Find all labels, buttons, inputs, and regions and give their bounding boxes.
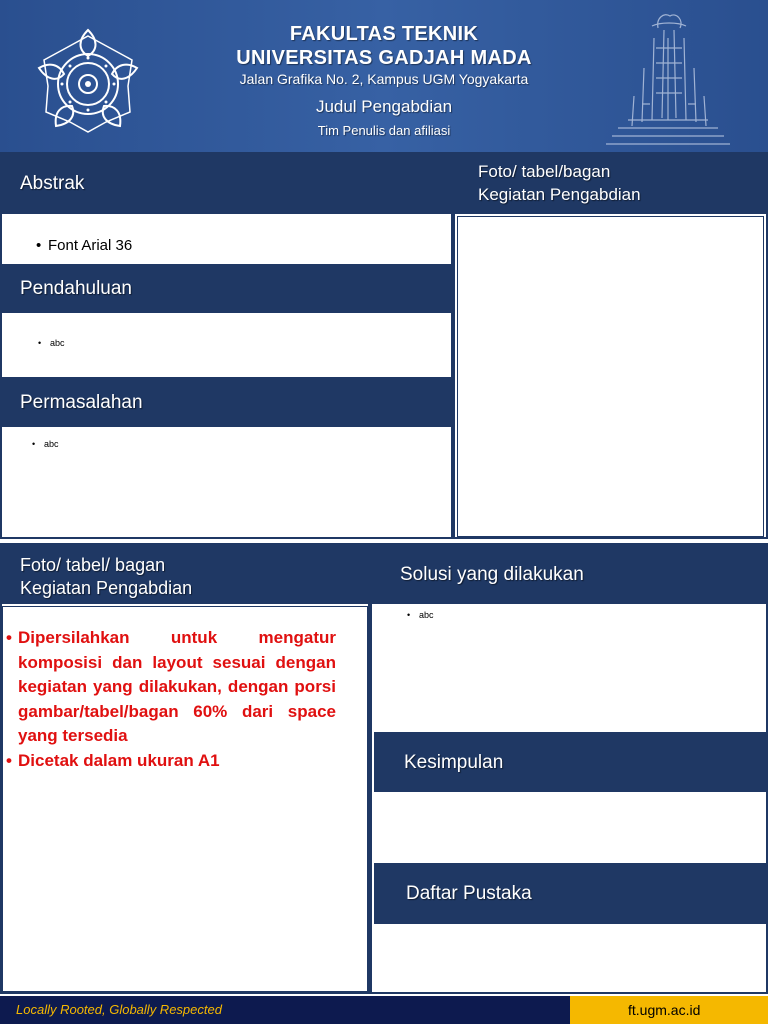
foto-bottom-header <box>2 545 368 604</box>
footer-website: ft.ugm.ac.id <box>628 1002 701 1018</box>
pendahuluan-header <box>2 264 451 313</box>
pendahuluan-title: Pendahuluan <box>20 278 132 299</box>
layout-note-item: • Dicetak dalam ukuran A1 <box>6 749 336 774</box>
footer-tagline-bar <box>0 996 570 1024</box>
permasalahan-header <box>2 378 451 427</box>
university-title: UNIVERSITAS GADJAH MADA <box>236 47 532 69</box>
daftar-pustaka-header <box>374 863 766 924</box>
kesimpulan-header <box>374 732 766 792</box>
foto-bottom-title-line1: Foto/ tabel/ bagan <box>20 555 166 575</box>
poster-header <box>0 0 768 152</box>
footer-tagline: Locally Rooted, Globally Respected <box>16 1002 222 1017</box>
address: Jalan Grafika No. 2, Kampus UGM Yogyakarta <box>239 71 529 87</box>
solusi-bullet: • abc <box>419 610 434 620</box>
abstrak-header <box>2 154 451 214</box>
pendahuluan-bullet: • abc <box>50 338 65 348</box>
foto-top-title-line2: Kegiatan Pengabdian <box>478 185 641 204</box>
poster-title: Judul Pengabdian <box>315 97 453 116</box>
abstrak-title: Abstrak <box>20 173 85 194</box>
permasalahan-title: Permasalahan <box>20 392 143 413</box>
monument-icon <box>598 8 738 148</box>
authors: Tim Penulis dan afiliasi <box>317 123 451 138</box>
solusi-title: Solusi yang dilakukan <box>400 564 584 585</box>
faculty-title: FAKULTAS TEKNIK <box>289 23 479 45</box>
foto-bottom-title-line2: Kegiatan Pengabdian <box>20 578 193 598</box>
foto-top-title-line1: Foto/ tabel/bagan <box>478 162 611 181</box>
footer-website-bar <box>570 996 768 1024</box>
ugm-seal-icon <box>32 26 144 138</box>
solusi-header <box>372 545 766 604</box>
foto-top-area <box>457 216 764 537</box>
daftar-pustaka-title: Daftar Pustaka <box>406 883 532 904</box>
abstrak-bullet: • Font Arial 36 <box>48 237 132 254</box>
layout-notes <box>6 626 336 773</box>
layout-note-item: • Dipersilahkan untuk mengatur komposisi dan layout sesuai dengan kegiatan yang dilakukan, dengan porsi gambar/tabel/bagan 60% dari space yang tersedia <box>6 626 336 749</box>
foto-top-header <box>455 154 766 214</box>
permasalahan-bullet: • abc <box>44 439 59 449</box>
kesimpulan-title: Kesimpulan <box>404 752 504 773</box>
